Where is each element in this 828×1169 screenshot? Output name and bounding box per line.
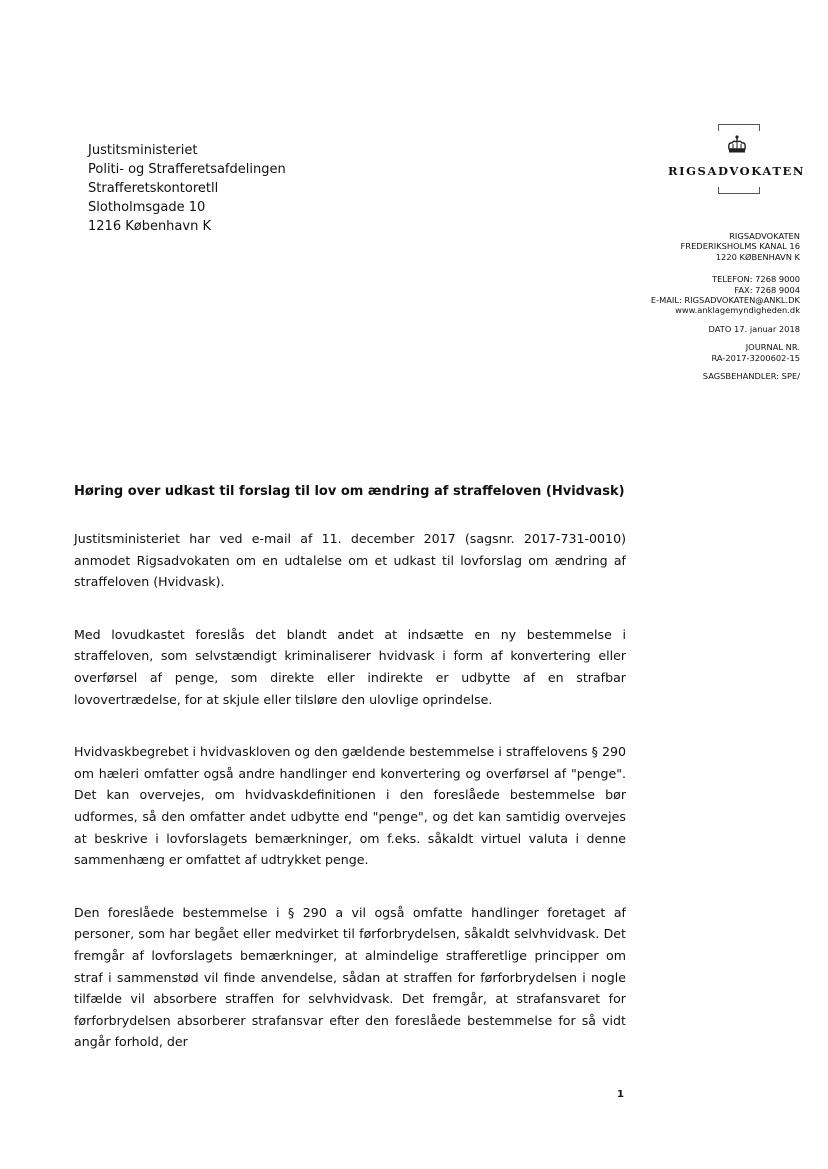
logo-bracket-bottom	[718, 187, 760, 194]
sagsbehandler: SAGSBEHANDLER: SPE/	[702, 371, 800, 382]
body-paragraph: Med lovudkastet foreslås det blandt andet at indsætte en ny bestemmelse i straffeloven, som selvstændigt kriminaliserer hvidvask i form af konvertering eller overførsel af penge, som direkte eller indirekte er udbytte af en strafbar lovovertrædelse, for at skjule eller tilsløre den ulovlige oprindelse.	[74, 626, 626, 707]
body-paragraph: Den foreslåede bestemmelse i § 290 a vil også omfatte handlinger foretaget af personer, som har begået eller medvirket til førforbrydelsen, såkaldt selvhvidvask. Det fremgår af lovforslagets bemærkninger, at almindelige strafferetlige principper om straf i sammenstød vil finde anvendelse, sådan at straffen for førforbrydelsen i nogle tilfælde vil absorbere straffen for selvhvidvask. Det fremgår, at strafansvaret for førforbrydelsen absorberer strafansvar efter den foreslåede bestemmelse for så vidt angår forhold, der	[74, 904, 626, 1050]
sender-email: E-MAIL: RIGSADVOKATEN@ANKL.DK	[650, 295, 800, 306]
journal-number: RA-2017-3200602-15	[711, 352, 800, 363]
letter-subject: Høring over udkast til forslag til lov om ændring af straffeloven (Hvidvask)	[74, 484, 625, 499]
page-number: 1	[617, 1089, 624, 1100]
body-paragraph: Hvidvaskbegrebet i hvidvaskloven og den gældende bestemmelse i straffelovens § 290 om hæleri omfatter også andre handlinger end konvertering og overførsel af "penge". Det kan overvejes, om hvidvaskdefinitionen i den foreslåede bestemmelse bør udformes, så den omfatter andet udbytte end "penge", og det kan samtidig overvejes at beskrive i lovforslagets bemærkninger, om f.eks. såkaldt virtuel valuta i denne sammenhæng er omfattet af udtrykket penge.	[74, 744, 626, 868]
recipient-line: 1216 København K	[88, 219, 211, 234]
recipient-line: Justitsministeriet	[88, 143, 198, 158]
journal-label: JOURNAL NR.	[745, 342, 800, 353]
body-paragraph: Justitsministeriet har ved e-mail af 11. december 2017 (sagsnr. 2017-731-0010) anmodet Rigsadvokaten om en udtalelse om et udkast til lovforslag om ændring af straffeloven (Hvidvask).	[74, 531, 626, 590]
sender-telefon: TELEFON: 7268 9000	[712, 274, 800, 285]
recipient-line: Strafferetskontoretll	[88, 181, 219, 196]
sender-city: 1220 KØBENHAVN K	[715, 251, 800, 262]
recipient-address	[88, 141, 286, 236]
logo-name: RIGSADVOKATEN	[668, 164, 805, 178]
sender-fax: FAX: 7268 9004	[734, 284, 800, 295]
recipient-line: Politi- og Strafferetsafdelingen	[88, 162, 286, 177]
crown-icon	[726, 135, 748, 155]
sender-street: FREDERIKSHOLMS KANAL 16	[680, 241, 800, 252]
sender-web: www.anklagemyndigheden.dk	[675, 305, 800, 316]
sender-date: DATO 17. januar 2018	[708, 323, 800, 334]
logo-bracket-top	[718, 124, 760, 131]
sender-info	[560, 231, 800, 381]
rigsadvokaten-logo	[668, 124, 805, 194]
letter-body	[74, 528, 626, 1084]
sender-name: RIGSADVOKATEN	[729, 231, 800, 241]
recipient-line: Slotholmsgade 10	[88, 200, 206, 215]
